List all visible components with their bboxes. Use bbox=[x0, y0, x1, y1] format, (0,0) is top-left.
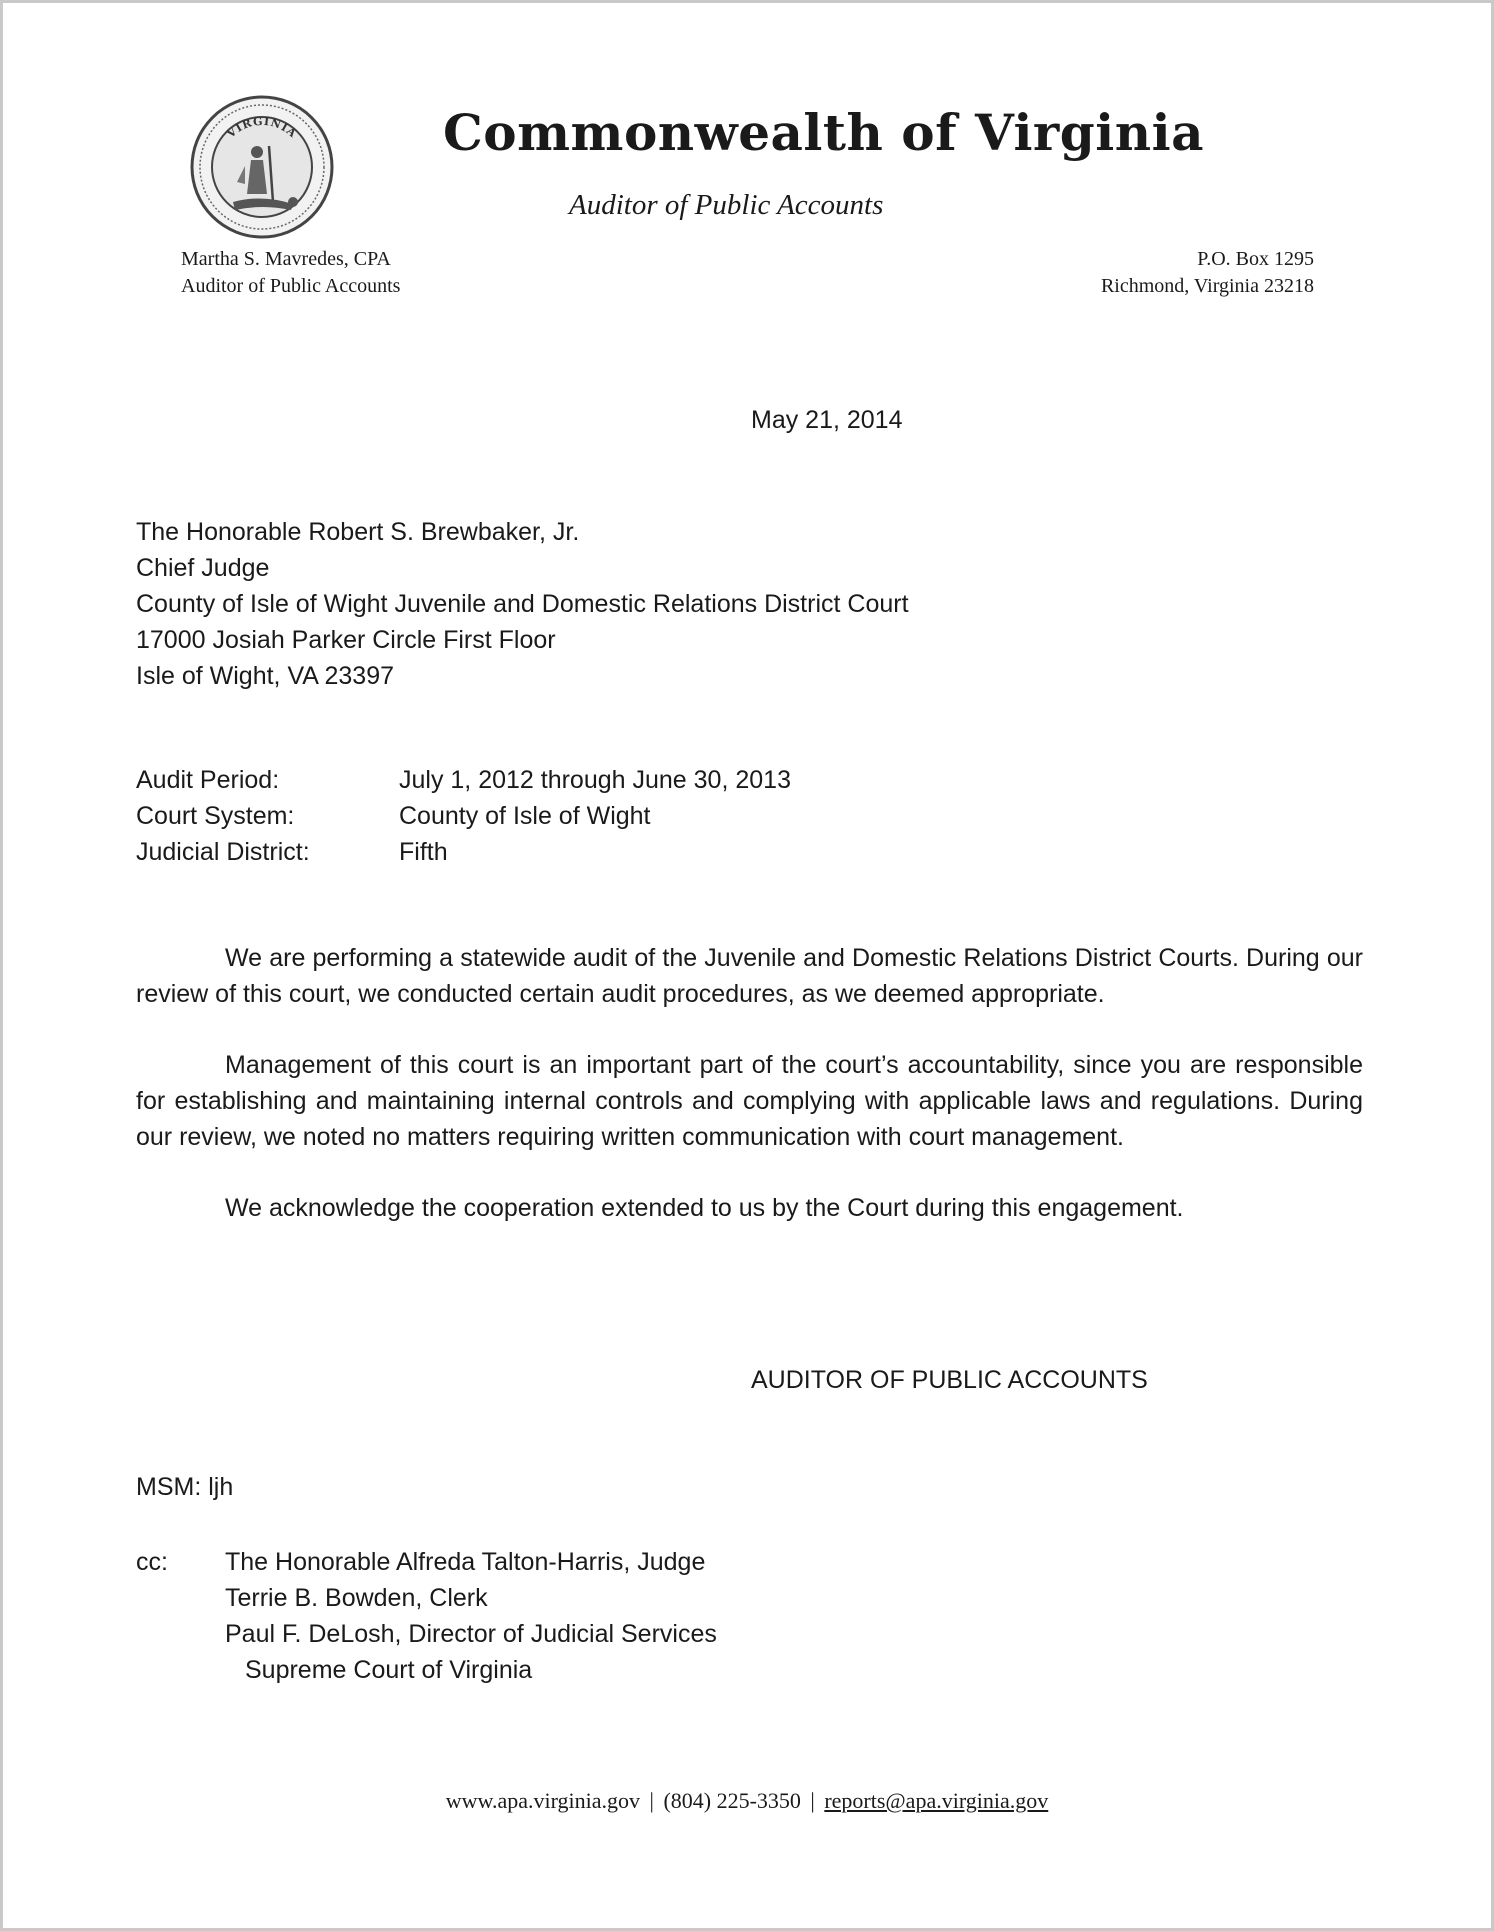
cc-recipient: Paul F. DeLosh, Director of Judicial Services bbox=[225, 1620, 717, 1648]
addressee-line: County of Isle of Wight Juvenile and Domestic Relations District Court bbox=[136, 590, 909, 618]
footer-separator: | bbox=[810, 1788, 815, 1813]
cc-block bbox=[136, 1544, 717, 1688]
audit-info-row bbox=[136, 798, 791, 834]
auditor-name: Martha S. Mavredes, CPA bbox=[181, 248, 391, 270]
audit-info-value: Fifth bbox=[399, 838, 448, 866]
cc-recipient: Terrie B. Bowden, Clerk bbox=[225, 1584, 488, 1612]
addressee-line: The Honorable Robert S. Brewbaker, Jr. bbox=[136, 518, 580, 546]
body-paragraph: We acknowledge the cooperation extended to us by the Court during this engagement. bbox=[225, 1194, 1184, 1222]
cc-row bbox=[136, 1544, 717, 1580]
cc-recipient: The Honorable Alfreda Talton-Harris, Judge bbox=[225, 1548, 706, 1576]
audit-info-block bbox=[136, 762, 791, 870]
footer-phone: (804) 225-3350 bbox=[663, 1788, 801, 1813]
addressee-line: Isle of Wight, VA 23397 bbox=[136, 662, 395, 690]
mailing-address-block bbox=[1101, 246, 1314, 300]
auditor-title: Auditor of Public Accounts bbox=[181, 275, 401, 297]
reference-initials: MSM: ljh bbox=[136, 1473, 234, 1501]
auditor-name-block bbox=[181, 246, 400, 300]
signature-block: AUDITOR OF PUBLIC ACCOUNTS bbox=[751, 1366, 1148, 1394]
addressee-block bbox=[136, 514, 909, 694]
body-paragraph: Management of this court is an important part of the court’s accountability, since you are responsible for establishing and maintaining internal controls and complying with applicable laws and regulations. During our review, we noted no matters requiring written communication with court management. bbox=[136, 1051, 1363, 1151]
audit-info-label: Audit Period: bbox=[136, 766, 280, 794]
body-paragraph: We are performing a statewide audit of the Juvenile and Domestic Relations District Courts. During our review of this court, we conducted certain audit procedures, as we deemed appropriate. bbox=[136, 944, 1363, 1008]
audit-info-row bbox=[136, 834, 791, 870]
po-box: P.O. Box 1295 bbox=[1197, 248, 1314, 270]
seal-text: VIRGINIA bbox=[224, 114, 300, 141]
city-state-zip: Richmond, Virginia 23218 bbox=[1100, 275, 1314, 297]
addressee-line: 17000 Josiah Parker Circle First Floor bbox=[136, 626, 556, 654]
footer-contact bbox=[3, 1788, 1491, 1814]
audit-info-label: Court System: bbox=[136, 802, 295, 830]
virginia-seal-icon bbox=[189, 94, 335, 240]
cc-recipient-sub: Supreme Court of Virginia bbox=[245, 1656, 533, 1684]
letterhead-subtitle: Auditor of Public Accounts bbox=[569, 189, 884, 221]
letter-date: May 21, 2014 bbox=[751, 406, 903, 434]
audit-info-label: Judicial District: bbox=[136, 838, 310, 866]
letter-body bbox=[136, 940, 1363, 1261]
audit-info-value: July 1, 2012 through June 30, 2013 bbox=[399, 766, 791, 794]
footer-website-link[interactable]: www.apa.virginia.gov bbox=[445, 1788, 641, 1813]
audit-info-value: County of Isle of Wight bbox=[399, 802, 651, 830]
audit-info-row bbox=[136, 762, 791, 798]
footer-email-link[interactable]: reports@apa.virginia.gov bbox=[824, 1788, 1049, 1813]
cc-label: cc: bbox=[136, 1548, 168, 1576]
footer-separator: | bbox=[649, 1788, 654, 1813]
letterhead-title: Commonwealth of Virginia bbox=[443, 103, 1204, 162]
addressee-line: Chief Judge bbox=[136, 554, 270, 582]
